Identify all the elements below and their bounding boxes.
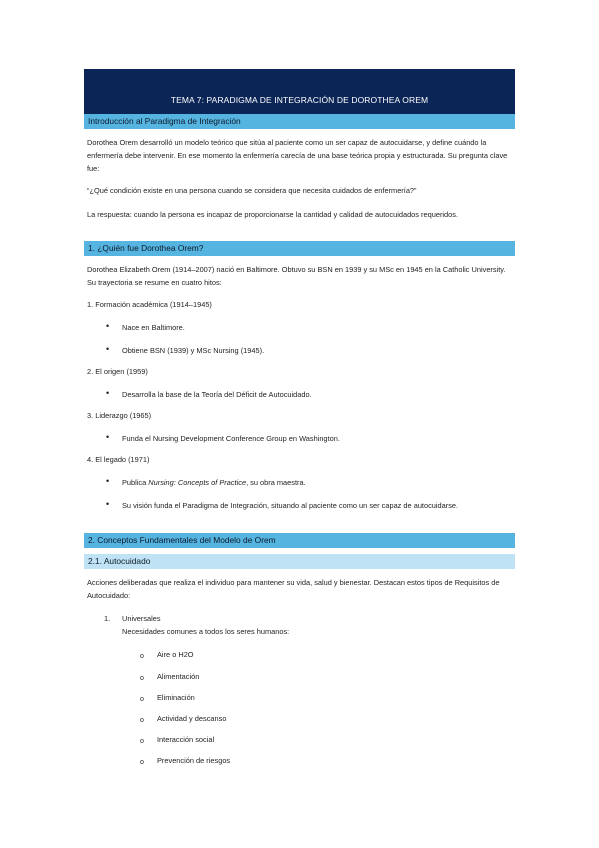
- page-title: TEMA 7: PARADIGMA DE INTEGRACIÓN DE DOROTHEA OREM: [170, 95, 429, 105]
- list-item: Obtiene BSN (1939) y MSc Nursing (1945).: [122, 346, 265, 355]
- list-item: Su visión funda el Paradigma de Integración, situando al paciente como un ser capaz de autocuidarse.: [122, 501, 459, 510]
- intro-paragraph: Dorothea Orem desarrolló un modelo teórico que sitúa al paciente como un ser capaz de autocuidarse, y define cuándo la enfermería debe intervenir. En ese momento la enfermería carecía de una base teórica propia y estructurada. Su pregunta clave fue:: [87, 138, 508, 173]
- list-item: [122, 476, 306, 489]
- list-title: Universales: [122, 614, 161, 623]
- list-item: Eliminación: [157, 693, 195, 702]
- bullet-icon: [106, 498, 109, 511]
- heading-section-2: 2. Conceptos Fundamentales del Modelo de Orem: [84, 533, 515, 548]
- list-number: 1.: [104, 614, 111, 623]
- list-item: Aire o H2O: [157, 650, 194, 659]
- heading-section-1: 1. ¿Quién fue Dorothea Orem?: [84, 241, 515, 256]
- subheading-autocuidado: 2.1. Autocuidado: [84, 554, 515, 569]
- circle-bullet-icon: [140, 755, 144, 769]
- milestone-1-heading: 1. Formación académica (1914–1945): [87, 300, 212, 309]
- section1-paragraph: Dorothea Elizabeth Orem (1914–2007) nació en Baltimore. Obtuvo su BSN en 1939 y su MSc en 1945 en la Catholic University. Su trayectoria se resume en cuatro hitos:: [87, 265, 506, 287]
- bullet-icon: [106, 431, 109, 444]
- intro-answer: La respuesta: cuando la persona es incapaz de proporcionarse la cantidad y calidad de autocuidados requeridos.: [87, 210, 459, 219]
- bullet-icon: [106, 343, 109, 356]
- list-item: Desarrolla la base de la Teoría del Déficit de Autocuidado.: [122, 390, 312, 399]
- milestone-4-heading: 4. El legado (1971): [87, 455, 150, 464]
- list-item: Alimentación: [157, 672, 200, 681]
- bullet-icon: [106, 320, 109, 333]
- section2-paragraph: Acciones deliberadas que realiza el individuo para mantener su vida, salud y bienestar. Destacan estos tipos de Requisitos de Autocuidado:: [87, 578, 500, 600]
- circle-bullet-icon: [140, 671, 144, 685]
- list-item: Funda el Nursing Development Conference Group en Washington.: [122, 434, 340, 443]
- item-text-pre: Publica: [122, 478, 149, 487]
- heading-intro: Introducción al Paradigma de Integración: [84, 114, 515, 129]
- circle-bullet-icon: [140, 692, 144, 706]
- list-item: Nace en Baltimore.: [122, 323, 185, 332]
- circle-bullet-icon: [140, 713, 144, 727]
- list-item: Interacción social: [157, 735, 215, 744]
- intro-question: “¿Qué condición existe en una persona cuando se considera que necesita cuidados de enfermería?”: [87, 186, 417, 195]
- circle-bullet-icon: [140, 649, 144, 663]
- bullet-icon: [106, 387, 109, 400]
- milestone-2-heading: 2. El origen (1959): [87, 367, 148, 376]
- title-banner: [84, 69, 515, 117]
- list-item: Actividad y descanso: [157, 714, 227, 723]
- bullet-icon: [106, 475, 109, 488]
- book-title: Nursing: Concepts of Practice: [148, 478, 247, 487]
- document-page: [84, 69, 515, 765]
- list-item: Prevención de riesgos: [157, 756, 231, 765]
- item-text-post: , su obra maestra.: [246, 478, 306, 487]
- list-description: Necesidades comunes a todos los seres humanos:: [122, 627, 290, 636]
- milestone-3-heading: 3. Liderazgo (1965): [87, 411, 152, 420]
- circle-bullet-icon: [140, 734, 144, 748]
